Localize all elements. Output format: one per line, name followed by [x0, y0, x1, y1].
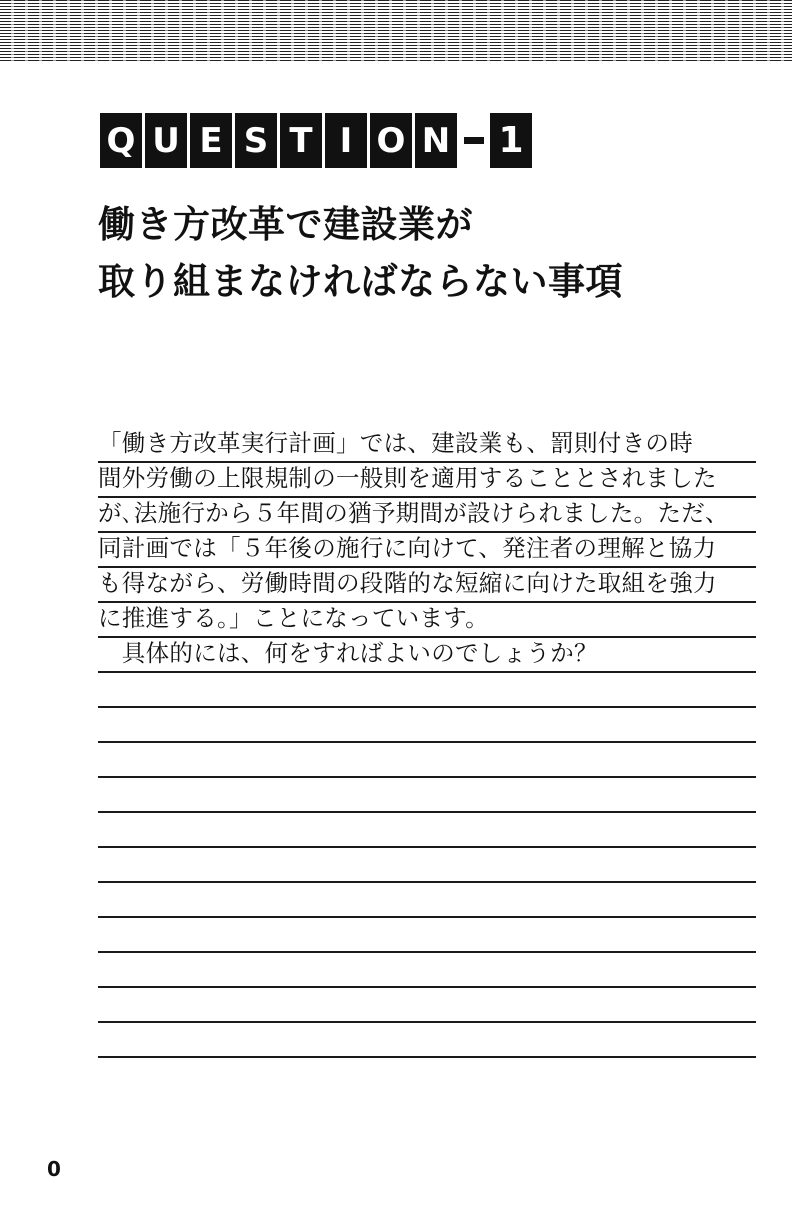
empty-ruled-line — [98, 848, 756, 883]
body-line: が､法施行から５年間の猶予期間が設けられました。ただ、 — [98, 498, 756, 533]
body-line: 同計画では「５年後の施行に向けて、発注者の理解と協力 — [98, 533, 756, 568]
empty-ruled-line — [98, 708, 756, 743]
title-line-2: 取り組まなければならない事項 — [98, 260, 623, 303]
empty-ruled-line — [98, 883, 756, 918]
empty-ruled-line — [98, 918, 756, 953]
body-line: 具体的には、何をすればよいのでしょうか？ — [98, 638, 756, 673]
empty-ruled-line — [98, 778, 756, 813]
empty-ruled-line — [98, 1023, 756, 1058]
empty-ruled-line — [98, 813, 756, 848]
question-letter: I — [325, 113, 367, 168]
page-title — [98, 196, 738, 310]
question-letter: U — [145, 113, 187, 168]
question-letter: E — [190, 113, 232, 168]
body-line: も得ながら、労働時間の段階的な短縮に向けた取組を強力 — [98, 568, 756, 603]
body-line: に推進する。」ことになっています。 — [98, 603, 756, 638]
body-line: 間外労働の上限規制の一般則を適用することとされました — [98, 463, 756, 498]
question-label — [100, 113, 532, 168]
empty-ruled-line — [98, 988, 756, 1023]
ruled-body — [98, 428, 756, 1058]
question-dash — [464, 137, 484, 144]
question-letter: S — [235, 113, 277, 168]
empty-ruled-line — [98, 673, 756, 708]
empty-ruled-line — [98, 743, 756, 778]
question-number: 1 — [490, 113, 532, 168]
question-letter: Q — [100, 113, 142, 168]
title-line-1: 働き方改革で建設業が — [98, 203, 473, 246]
question-letter: T — [280, 113, 322, 168]
page-number: 0 — [47, 1157, 61, 1181]
header-band — [0, 0, 792, 62]
question-letter: N — [415, 113, 457, 168]
question-letter: O — [370, 113, 412, 168]
empty-ruled-line — [98, 953, 756, 988]
body-line: 「働き方改革実行計画」では、建設業も、罰則付きの時 — [98, 428, 756, 463]
